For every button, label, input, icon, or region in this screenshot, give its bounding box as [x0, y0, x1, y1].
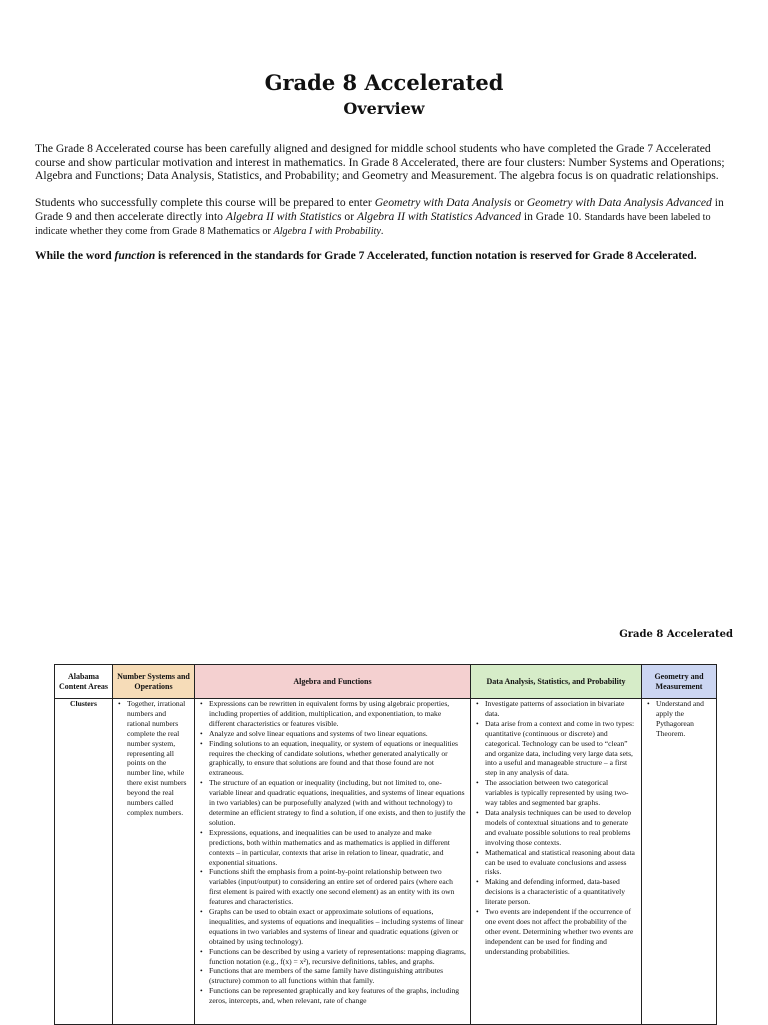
para-text: or [511, 196, 527, 209]
header-row [55, 665, 717, 699]
list-item: • Functions that are members of the same family have distinguishing attributes (structure) common to all functions within that family. [209, 966, 466, 986]
list-item: • Expressions can be rewritten in equivalent forms by using algebraic properties, including properties of addition, multiplication, and exponentiation, to make different characteristics or features visible. [209, 699, 466, 729]
page-header: Grade 8 Accelerated [619, 629, 733, 640]
list-item: • Expressions, equations, and inequalities can be used to analyze and make predictions, both within mathematics and as mathematics is applied in different contexts – in particular, contexts that arise in relation to linear, quadratic, and exponential situations. [209, 828, 466, 868]
list-item: • Two events are independent if the occurrence of one event does not affect the probability of the other event. Determining whether two events are independent can be used for finding and understanding probabilities. [485, 907, 637, 957]
note-text: While the word [35, 249, 115, 262]
list-item: • Functions shift the emphasis from a point-by-point relationship between two variables (input/output) to considering an entire set of ordered pairs (where each first element is paired with exactly one second element) as an entity with its own features and characteristics. [209, 867, 466, 907]
cell-geometry [642, 699, 717, 1025]
list-item: • Functions can be described by using a variety of representations: mapping diagrams, function notation (e.g., f(x) = x²), recursive definitions, tables, and graphs. [209, 947, 466, 967]
course-name: Algebra II with Statistics Advanced [356, 209, 521, 223]
row-label-clusters: Clusters [55, 699, 113, 1025]
preparation-paragraph [35, 196, 735, 239]
list-item: • Data analysis techniques can be used to develop models of contextual situations and to generate and evaluate possible solutions to real problems involving those contexts. [485, 808, 637, 848]
list-item: • The structure of an equation or inequality (including, but not limited to, one-variable linear and quadratic equations, inequalities, and systems of linear equations in two variables) can be purposefully analyzed (with and without technology) to determine an efficient strategy to find a solution, if one exists, and then to justify the solution. [209, 778, 466, 828]
cell-number-systems [113, 699, 195, 1025]
para-text: in Grade 10. [520, 209, 585, 223]
course-name: Geometry with Data Analysis [374, 196, 512, 209]
intro-paragraph: The Grade 8 Accelerated course has been carefully aligned and designed for middle school students who have completed the Grade 7 Accelerated course and show particular motivation and interest in mathematics. In Grade 8 Accelerated, there are four clusters: Number Systems and Operations; Algebra and Functions; Data Analysis, Statistics, and Probability; and Geometry and Measurement. The algebra focus is on quadratic relationships. [35, 142, 725, 182]
header-number-systems: Number Systems and Operations [113, 665, 195, 699]
cell-algebra [195, 699, 471, 1025]
para-text: Students who successfully complete this course will be prepared to enter [35, 196, 375, 209]
list-item: • Investigate patterns of association in bivariate data. [485, 699, 637, 719]
list-item: • Finding solutions to an equation, inequality, or system of equations or inequalities requires the checking of candidate solutions, whether generated analytically or graphically, to ensure that solutions are found and that those found are not extraneous. [209, 739, 466, 779]
standards-table [54, 664, 717, 1025]
document-subtitle: Overview [343, 99, 425, 118]
course-name: Algebra I with Probability [273, 226, 381, 237]
header-algebra: Algebra and Functions [195, 665, 471, 699]
list-item: • Graphs can be used to obtain exact or approximate solutions of equations, inequalities, and systems of equations and inequalities – including systems of linear equations in two variables and systems of linear and quadratic equations (given or obtained by using technology). [209, 907, 466, 947]
para-text: . [380, 226, 384, 237]
header-data-analysis: Data Analysis, Statistics, and Probability [471, 665, 642, 699]
header-content-areas: Alabama Content Areas [55, 665, 113, 699]
document-title: Grade 8 Accelerated [264, 70, 504, 95]
para-text: in Grade 9 and then accelerate directly into [35, 196, 724, 223]
list-item: • Understand and apply the Pythagorean Theorem. [656, 699, 712, 739]
course-name: Algebra II with Statistics [225, 209, 342, 223]
para-text: or [341, 209, 357, 223]
header-geometry: Geometry and Measurement [642, 665, 717, 699]
list-item: • Mathematical and statistical reasoning about data can be used to evaluate conclusions and assess risks. [485, 848, 637, 878]
course-name: Geometry with Data Analysis Advanced [526, 196, 712, 209]
list-item: • Data arise from a context and come in two types: quantitative (continuous or discrete) and categorical. Technology can be used to “clean” and organize data, including very large data sets, into a useful and manageable structure – a first step in any analysis of data. [485, 719, 637, 778]
clusters-row [55, 699, 717, 1025]
list-item: • Analyze and solve linear equations and systems of two linear equations. [209, 729, 466, 739]
note-text: is referenced in the standards for Grade 7 Accelerated, function notation is reserved for Grade 8 Accelerated. [155, 249, 697, 262]
list-item: • The association between two categorical variables is typically represented by using two-way tables and segmented bar graphs. [485, 778, 637, 808]
labels-note: Standards have been labeled to indicate whether they come from Grade 8 Mathematics or [35, 211, 711, 237]
note-emphasis: function [114, 249, 156, 262]
function-notation-note [35, 249, 735, 263]
list-item: • Functions can be represented graphically and key features of the graphs, including zeros, intercepts, and, when relevant, rate of change [209, 986, 466, 1006]
cell-data-analysis [471, 699, 642, 1025]
list-item: • Together, irrational numbers and rational numbers complete the real number system, representing all points on the number line, while there exist numbers beyond the real numbers called complex numbers. [127, 699, 190, 818]
list-item: • Making and defending informed, data-based decisions is a characteristic of a quantitatively literate person. [485, 877, 637, 907]
